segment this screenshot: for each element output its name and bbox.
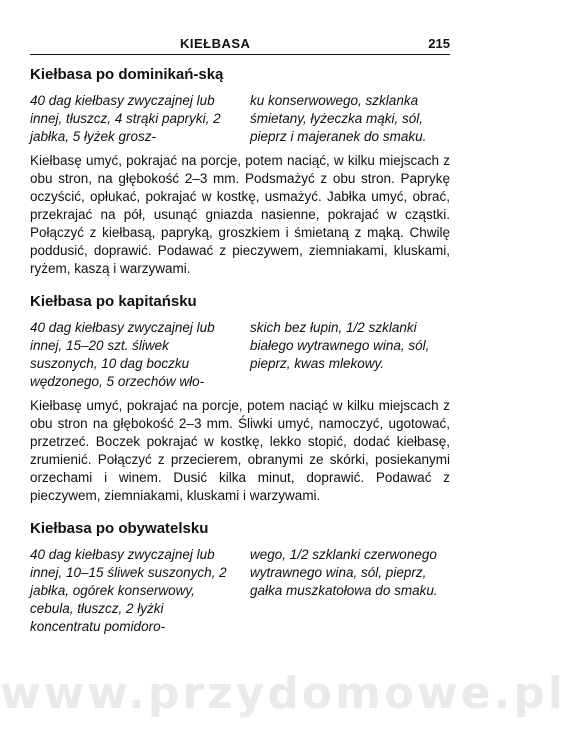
ingredients-left-column: 40 dag kiełbasy zwyczajnej lub innej, tłuszcz, 4 strąki papryki, 2 jabłka, 5 łyżek grosz- [30,93,221,144]
recipe-kapitansku [30,292,450,505]
recipe-title: Kiełbasa po dominikań-ską [30,66,224,83]
ingredients-right-column: skich bez łupin, 1/2 szklanki białego wytrawnego wina, sól, pieprz, kwas mlekowy. [250,320,430,371]
instructions: Kiełbasę umyć, pokrajać na porcje, potem naciąć, w kilku miejscach z obu stron, na głębokość 2–3 mm. Podsmażyć z obu stron. Paprykę oczyścić, opłukać, pokrajać w kostkę, usmażyć. Jabłka umyć, obrać, przekrajać na pół, usunąć gniazda nasienne, pokrajać w cząstki. Połączyć z kiełbasą, papryką, groszkiem i śmietaną z mąką. Chwilę poddusić, doprawić. Podawać z pieczywem, ziemniakami, kluskami, ryżem, kaszą i warzywami. [30,153,450,276]
book-page [30,36,450,636]
recipe-obywatelsku [30,519,450,636]
ingredients-right-column: ku konserwowego, szklanka śmietany, łyżeczka mąki, sól, pieprz i majeranek do smaku. [250,93,427,144]
running-header [30,36,450,55]
recipe-title: Kiełbasa po obywatelsku [30,520,209,537]
ingredients-right-column: wego, 1/2 szklanki czerwonego wytrawnego wina, sól, pieprz, gałka muszkatołowa do smaku. [250,547,438,598]
watermark: www.przydomowe.pl [0,668,566,719]
recipe-title: Kiełbasa po kapitańsku [30,293,197,310]
ingredients [30,319,450,391]
ingredients-left-column: 40 dag kiełbasy zwyczajnej lub innej, 15–20 szt. śliwek suszonych, 10 dag boczku wędzonego, 5 orzechów wło- [30,320,215,389]
ingredients [30,92,450,146]
recipe-dominikansku [30,65,450,278]
ingredients-left-column: 40 dag kiełbasy zwyczajnej lub innej, 10–15 śliwek suszonych, 2 jabłka, ogórek konserwowy, cebula, tłuszcz, 2 łyżki koncentratu pomidoro- [30,547,227,634]
instructions: Kiełbasę umyć, pokrajać na porcje, potem naciąć w kilku miejscach z obu stron na głębokość 2–3 mm. Śliwki umyć, namoczyć, ugotować, przetrzeć. Boczek pokrajać w kostkę, lekko stopić, dodać kiełbasę, zrumienić. Połączyć z przecierem, obranymi ze skórki, posiekanymi orzechami i winem. Dusić kilka minut, doprawić. Podawać z pieczywem, ziemniakami, kluskami i warzywami. [30,398,450,503]
ingredients [30,546,450,636]
page-number: 215 [428,36,450,51]
section-title: KIEŁBASA [180,36,251,51]
